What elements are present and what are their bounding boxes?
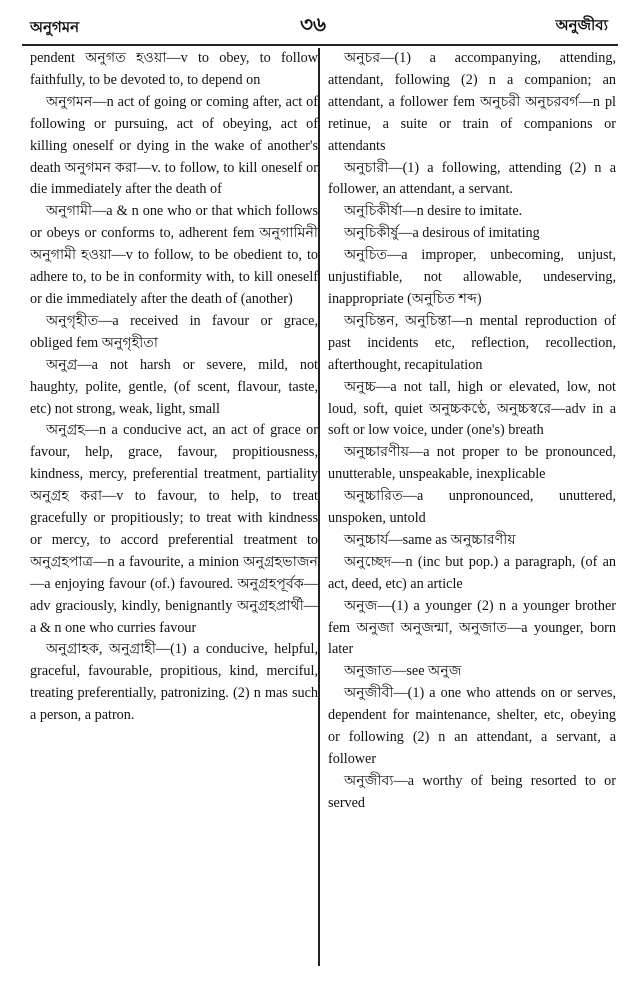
dictionary-entry: pendent অনুগত হওয়া—v to obey, to follow faithfully, to be devoted to, to depend on (30, 50, 318, 88)
dictionary-entry: অনুচ্চ—a not tall, high or elevated, low, not loud, soft, quiet অনুচ্চকণ্ঠে, অনুচ্চস্বরে—adv in a soft or low voice, under (one's) breath (328, 378, 616, 439)
header-rule (22, 44, 618, 46)
dictionary-entry: অনুজীবী—(1) a one who attends on or serves, dependent for maintenance, shelter, etc, obeying or following (2) n an attendant, a servant, a follower (328, 685, 616, 767)
right-column (328, 48, 616, 968)
page-number: ৩৬ (300, 14, 327, 36)
dictionary-entry: অনুচিকীর্ষু—a desirous of imitating (344, 225, 540, 242)
dictionary-entry: অনুজাত—see অনুজ (344, 663, 462, 680)
page-header (0, 4, 638, 44)
column-divider (318, 48, 320, 966)
dictionary-entry: অনুগ্রাহক, অনুগ্রাহী—(1) a conducive, helpful, graceful, favourable, propitious, kind, merciful, treating preferentially, patronizing. (2) n mas such a person, a patron. (30, 641, 318, 724)
dictionary-entry: অনুগামী—a & n one who or that which follows or obeys or conforms to, adherent fem অনুগামিনী অনুগামী হওয়া—v to follow, to be obedient to, to adhere to, to be in conformity with, to kill oneself or die immediately after the death of (another) (30, 203, 318, 307)
dictionary-entry: অনুচ্চারণীয়—a not proper to be pronounced, unutterable, unspeakable, inexplicable (328, 444, 616, 483)
header-last-word: অনুজীব্য (555, 18, 608, 34)
dictionary-entry: অনুজ—(1) a younger (2) n a younger brother fem অনুজা অনুজন্মা, অনুজাত—a younger, born later (328, 597, 616, 658)
left-column (30, 48, 318, 968)
dictionary-entry: অনুচ্চার্য—same as অনুচ্চারণীয় (344, 531, 516, 548)
dictionary-entry: অনুচিন্তন, অনুচিন্তা—n mental reproduction of past incidents etc, reflection, recollection, afterthought, recapitulation (328, 312, 616, 373)
dictionary-entry: অনুগ্রহ—n a conducive act, an act of grace or favour, help, grace, favour, propitiousness, kindness, mercy, preferential treatment, partiality অনুগ্রহ করা—v to favour, to help, to treat gracefully or propitiously; to treat with kindness or mercy, to accord preferential treatment to অনুগ্রহপাত্র—n a favourite, a minion অনুগ্রহভাজন—a enjoying favour (of.) favoured. অনুগ্রহপূর্বক—adv graciously, kindly, benignantly অনুগ্রহপ্রার্থী—a & n one who curries favour (30, 422, 318, 636)
dictionary-entry: অনুগ্র—a not harsh or severe, mild, not haughty, polite, gentle, (of scent, flavour, taste, etc) not strong, weak, light, small (30, 356, 318, 417)
header-first-word: অনুগমন (30, 20, 80, 36)
dictionary-entry: অনুজীব্য—a worthy of being resorted to or served (328, 772, 616, 811)
dictionary-entry: অনুচ্চারিত—a unpronounced, unuttered, unspoken, untold (328, 488, 616, 527)
dictionary-entry: অনুচ্ছেদ—n (inc but pop.) a paragraph, (of an act, deed, etc) an article (328, 553, 616, 592)
dictionary-entry: অনুচর—(1) a accompanying, attending, attendant, following (2) n a companion; an attendant, a follower fem অনুচরী অনুচরবর্গ—n pl retinue, a suite or train of companions or attendants (328, 50, 616, 154)
dictionary-entry: অনুচিকীর্ষা—n desire to imitate. (344, 203, 523, 220)
dictionary-entry: অনুচারী—(1) a following, attending (2) n a follower, an attendant, a servant. (328, 159, 616, 198)
dictionary-entry: অনুচিত—a improper, unbecoming, unjust, unjustifiable, not allowable, undeserving, inappropriate (অনুচিত শব্দ) (328, 247, 616, 307)
dictionary-entry: অনুগৃহীত—a received in favour or grace, obliged fem অনুগৃহীতা (30, 312, 318, 351)
dictionary-entry: অনুগমন—n act of going or coming after, act of following or pursuing, act of obeying, act of killing oneself or dying in the wake of another's death অনুগমন করা—v. to follow, to kill oneself or die immediately after the death of (30, 93, 318, 198)
